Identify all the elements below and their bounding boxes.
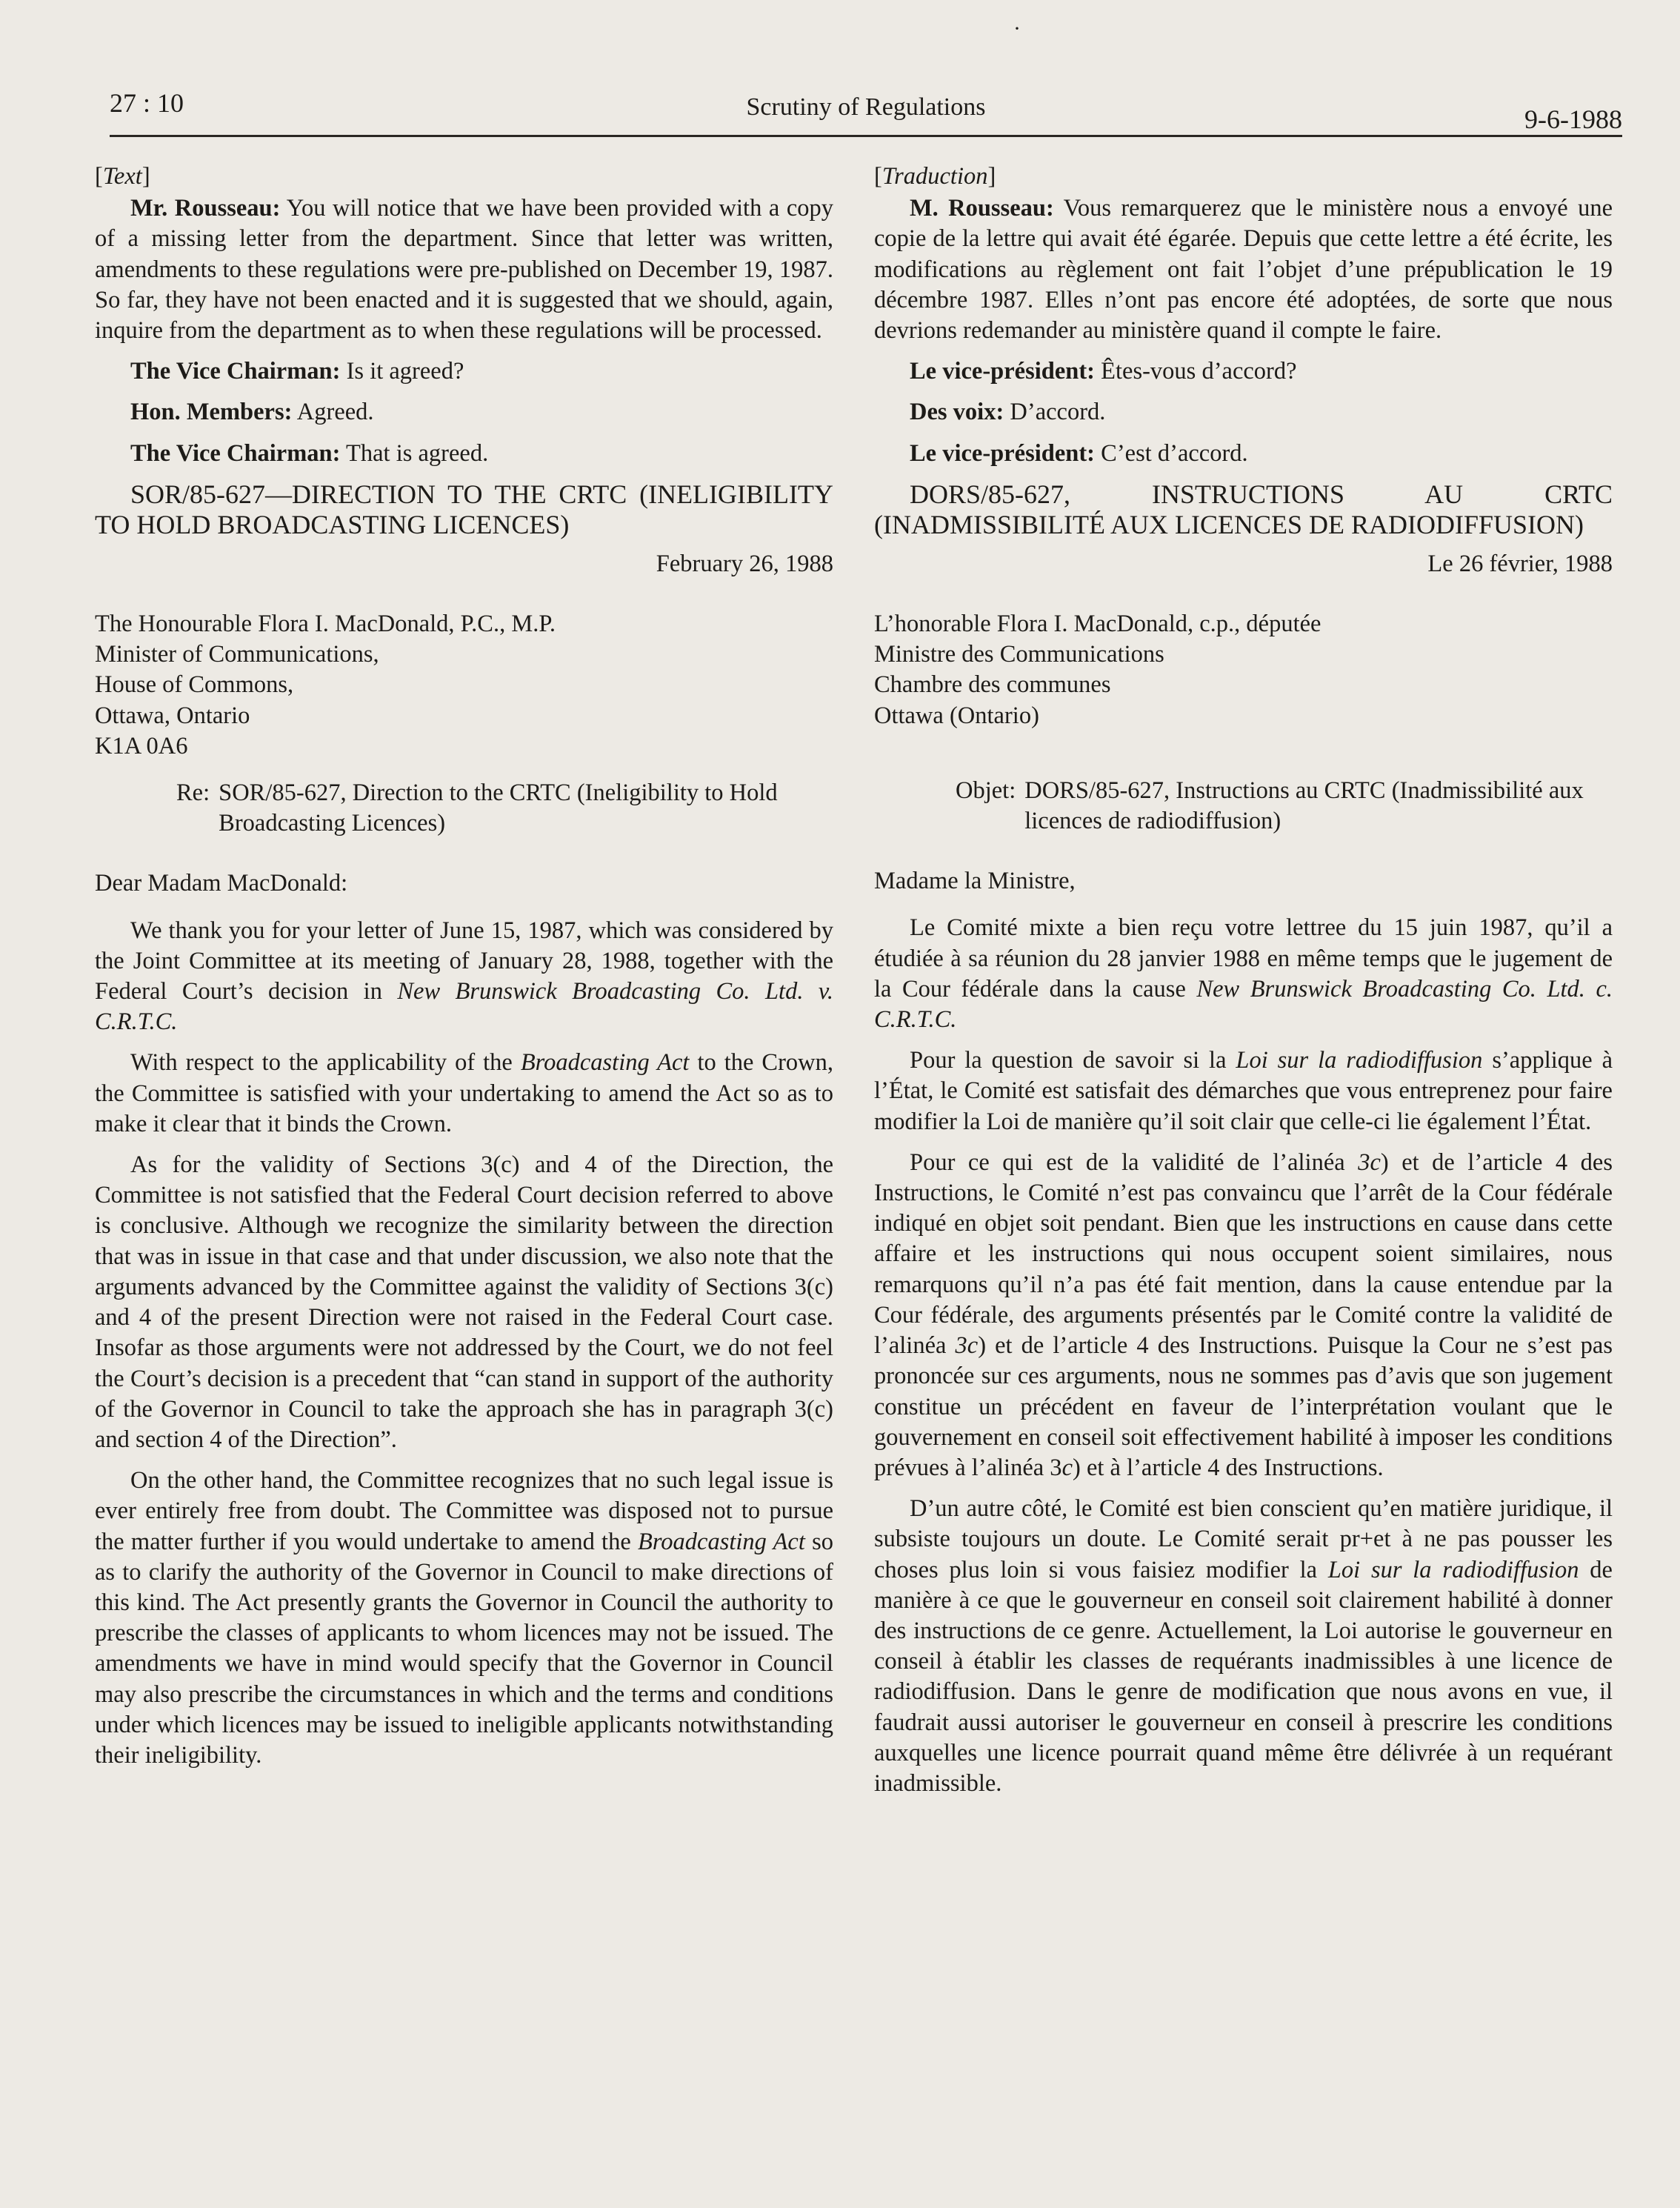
address-line: Ottawa, Ontario xyxy=(95,702,250,729)
paragraph-2: Pour la question de savoir si la Loi sur la radiodiffusion s’applique à l’État, le Comité est satisfait des démarches que vous entreprenez pour faire modifier la Loi de manière qu’il soit clair que celle-ci lie également l’État. xyxy=(874,1047,1613,1135)
text-tag: [Text] xyxy=(95,163,150,190)
address-line: Ministre des Communications xyxy=(874,641,1164,668)
speech-rousseau: Mr. Rousseau: You will notice that we have been provided with a copy of a missing letter from the department. Since that letter was written, amendments to these regulations were pre-published on December 19, 1987. So far, they have not been enacted and it is suggested that we should, again, inquire from the department as to when these regulations will be processed. xyxy=(95,195,833,345)
french-column xyxy=(874,162,1613,1809)
speech-voix: Des voix: D’accord. xyxy=(910,399,1106,426)
letter-date: February 26, 1988 xyxy=(656,550,833,577)
address-block xyxy=(874,609,1613,731)
speech-vice-chairman: The Vice Chairman: Is it agreed? xyxy=(130,358,464,385)
scan-mark: · xyxy=(1013,16,1021,41)
re-line: Re: SOR/85-627, Direction to the CRTC (Ineligibility to Hold Broadcasting Licences) xyxy=(176,779,778,837)
item-heading: SOR/85-627—DIRECTION TO THE CRTC (INELIGIBILITY TO HOLD BROADCASTING LICENCES) xyxy=(95,479,833,539)
speech-vice-president: Le vice-président: Êtes-vous d’accord? xyxy=(910,358,1297,385)
letter-date: Le 26 février, 1988 xyxy=(1427,550,1613,577)
address-line: Ottawa (Ontario) xyxy=(874,702,1039,729)
paragraph-1: Le Comité mixte a bien reçu votre lettree du 15 juin 1987, qu’il a étudiée à sa réunion du 28 janvier 1988 en même temps que le jugement de la Cour fédérale dans la cause New Brunswick Broadcasting Co. Ltd. c. C.R.T.C. xyxy=(874,914,1613,1034)
address-line: House of Commons, xyxy=(95,671,294,699)
salutation: Madame la Ministre, xyxy=(874,868,1076,895)
address-line: Minister of Communications, xyxy=(95,641,379,668)
speech-members: Hon. Members: Agreed. xyxy=(130,399,374,426)
paragraph-2: With respect to the applicability of the Broadcasting Act to the Crown, the Committee is satisfied with your undertaking to amend the Act so as to make it clear that it binds the Crown. xyxy=(95,1049,833,1137)
page-header xyxy=(110,87,1622,134)
item-heading: DORS/85-627, INSTRUCTIONS AU CRTC (INADMISSIBILITÉ AUX LICENCES DE RADIODIFFUSION) xyxy=(874,479,1613,539)
speech-vice-president-2: Le vice-président: C’est d’accord. xyxy=(910,439,1248,467)
english-column xyxy=(95,162,833,1781)
address-line: K1A 0A6 xyxy=(95,732,188,759)
running-title: Scrutiny of Regulations xyxy=(746,93,986,121)
paragraph-3: As for the validity of Sections 3(c) and 4 of the Direction, the Committee is not satisfied that the Federal Court decision referred to above is conclusive. Although we recognize the similarity between the direction that was in issue in that case and that under discussion, we also note that the arguments advanced by the Committee against the validity of Sections 3(c) and 4 of the present Direction were not raised in the Federal Court case. Insofar as those arguments were not addressed by the Court, we do not feel the Court’s decision is a precedent that “can stand in support of the authority of the Governor in Council to take the approach she has in paragraph 3(c) and section 4 of the Direction”. xyxy=(95,1151,833,1453)
address-line: Chambre des communes xyxy=(874,671,1111,699)
traduction-tag: [Traduction] xyxy=(874,163,996,190)
paragraph-4: On the other hand, the Committee recognizes that no such legal issue is ever entirely free from doubt. The Committee was disposed not to pursue the matter further if you would undertake to amend the Broadcasting Act so as to clarify the authority of the Governor in Council to make directions of this kind. The Act presently grants the Governor in Council the authority to prescribe the classes of applicants to whom licences may not be issued. The amendments we have in mind would specify that the Governor in Council may also prescribe the circumstances in which and the terms and conditions under which licences may be issued to ineligible applicants notwithstanding their ineligibility. xyxy=(95,1467,833,1769)
address-line: The Honourable Flora I. MacDonald, P.C., M.P. xyxy=(95,611,556,638)
salutation: Dear Madam MacDonald: xyxy=(95,870,348,897)
header-rule xyxy=(110,135,1622,137)
page-number: 27 : 10 xyxy=(110,88,184,118)
paragraph-4: D’un autre côté, le Comité est bien conscient qu’en matière juridique, il subsiste toujours un doute. Le Comité serait pr+et à ne pas pousser les choses plus loin si vous faisiez modifier la Loi sur la radiodiffusion de manière à ce que le gouverneur en conseil soit clairement habilité à donner des instructions de ce genre. Actuellement, la Loi autorise le gouverneur en conseil à établir les classes de requérants inadmissibles à une licence de radiodiffusion. Dans le genre de modification que nous avons en vue, il faudrait aussi autoriser le gouverneur en conseil à prescrire les conditions auxquelles une licence pourrait quand même être délivrée à un requérant inadmissible. xyxy=(874,1495,1613,1797)
speech-rousseau: M. Rousseau: Vous remarquerez que le ministère nous a envoyé une copie de la lettre qui avait été égarée. Depuis que cette lettre a été écrite, les modifications au règlement ont fait l’objet d’une prépublication le 19 décembre 1987. Elles n’ont pas encore été adoptées, de sorte que nous devrions redemander au ministère quand il compte le faire. xyxy=(874,195,1613,345)
address-line: L’honorable Flora I. MacDonald, c.p., députée xyxy=(874,611,1321,638)
address-block xyxy=(95,609,833,762)
paragraph-1: We thank you for your letter of June 15, 1987, which was considered by the Joint Committee at its meeting of January 28, 1988, together with the Federal Court’s decision in New Brunswick Broadcasting Co. Ltd. v. C.R.T.C. xyxy=(95,917,833,1036)
issue-date: 9-6-1988 xyxy=(1524,104,1622,134)
objet-line: Objet: DORS/85-627, Instructions au CRTC (Inadmissibilité aux licences de radiodiffusion) xyxy=(956,777,1584,835)
speech-vice-chairman-2: The Vice Chairman: That is agreed. xyxy=(130,439,489,467)
paragraph-3: Pour ce qui est de la validité de l’alinéa 3c) et de l’article 4 des Instructions, le Comité n’est pas convaincu que l’arrêt de la Cour fédérale indiqué en objet soit pendant. Bien que les instructions en cause dans cette affaire et les instructions qui nous occupent soient similaires, nous remarquons qu’il n’a pas été fait mention, dans la cause entendue par la Cour fédérale, des arguments présentés par le Comité contre la validité de l’alinéa 3c) et de l’article 4 des Instructions. Puisque la Cour ne s’est pas prononcée sur ces arguments, nous ne sommes pas d’avis que son jugement constitue un précédent en faveur de l’interprétation voulant que le gouvernement en conseil soit effectivement habilité à imposer les conditions prévues à l’alinéa 3c) et à l’article 4 des Instructions. xyxy=(874,1148,1613,1481)
